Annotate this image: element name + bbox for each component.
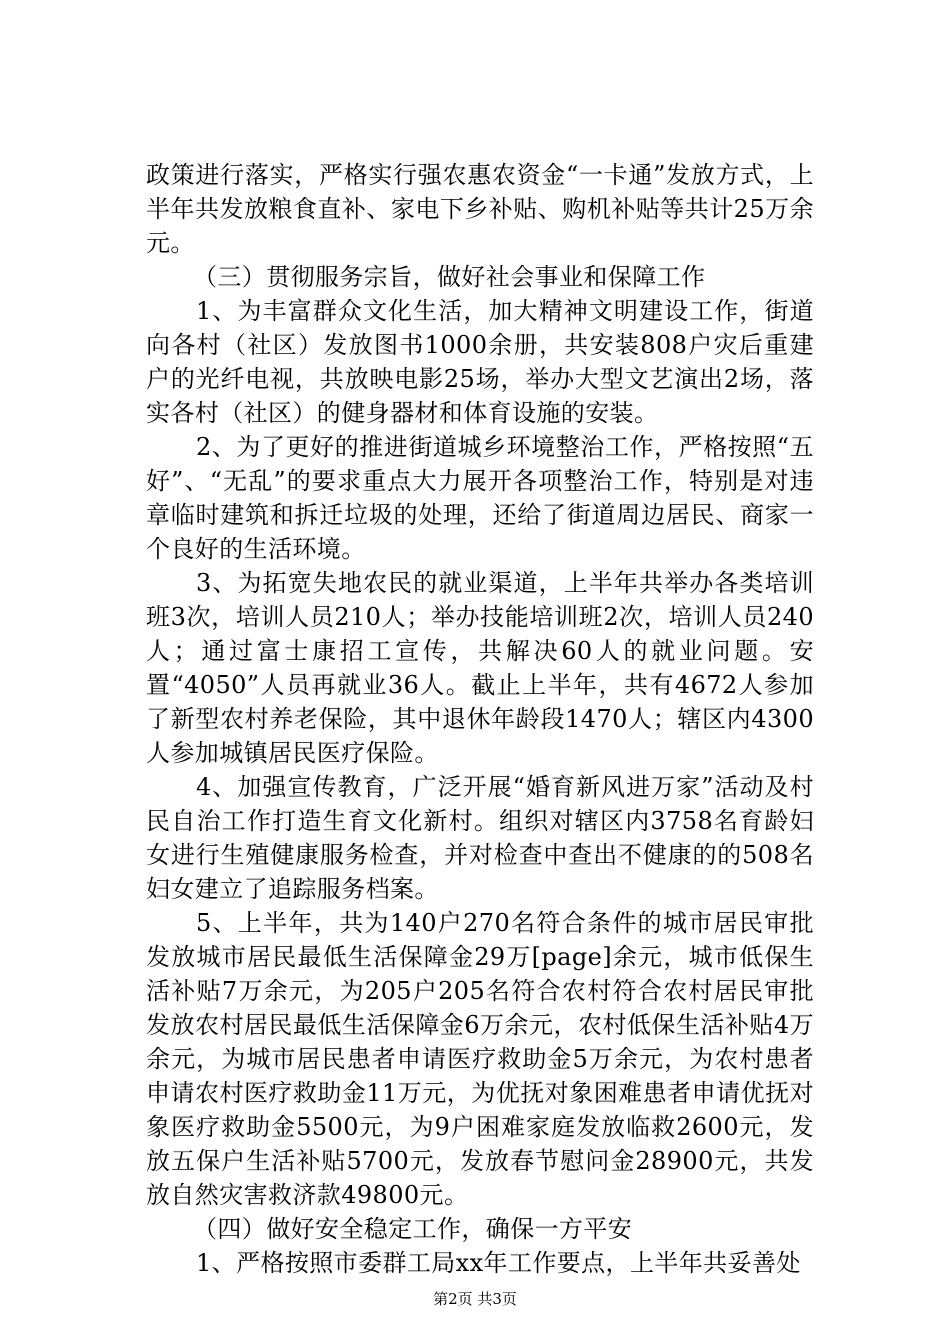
paragraph-item-5: 5、上半年，共为140户270名符合条件的城市居民审批发放城市居民最低生活保障金29万[page]余元，城市低保生活补贴7万余元，为205户205名符合农村符合农村居民审批发放农村居民最低生活保障金6万余元，农村低保生活补贴4万余元，为城市居民患者申请医疗救助金5万余元，为农村患者申请农村医疗救助金11万元，为优抚对象困难患者申请优抚对象医疗救助金5500元，为9户困难家庭发放临救2600元，发放五保户生活补贴5700元，发放春节慰问金28900元，共发放自然灾害救济款49800元。: [146, 909, 814, 1209]
paragraph-item-4: 4、加强宣传教育，广泛开展“婚育新风进万家”活动及村民自治工作打造生育文化新村。组织对辖区内3758名育龄妇女进行生殖健康服务检查，并对检查中查出不健康的的508名妇女建立了追踪服务档案。: [146, 773, 814, 903]
paragraph-item-2: 2、为了更好的推进街道城乡环境整治工作，严格按照“五好”、“无乱”的要求重点大力展开各项整治工作，特别是对违章临时建筑和拆迁垃圾的处理，还给了街道周边居民、商家一个良好的生活环境。: [146, 433, 814, 563]
section-heading-3: （三）贯彻服务宗旨，做好社会事业和保障工作: [193, 263, 706, 291]
paragraph-item-1: 1、为丰富群众文化生活，加大精神文明建设工作，街道向各村（社区）发放图书1000余册，共安装808户灾后重建户的光纤电视，共放映电影25场，举办大型文艺演出2场，落实各村（社区）的健身器材和体育设施的安装。: [146, 297, 814, 427]
page-footer: 第2页 共3页: [433, 1290, 517, 1308]
paragraph-item-1-section-4: 1、严格按照市委群工局xx年工作要点，上半年共妥善处: [196, 1249, 801, 1277]
document-body: [146, 158, 814, 1280]
section-heading-4: （四）做好安全稳定工作，确保一方平安: [193, 1215, 633, 1243]
paragraph-item-3: 3、为拓宽失地农民的就业渠道，上半年共举办各类培训班3次，培训人员210人；举办技能培训班2次，培训人员240人；通过富士康招工宣传，共解决60人的就业问题。安置“4050”人员再就业36人。截止上半年，共有4672人参加了新型农村养老保险，其中退休年龄段1470人；辖区内4300人参加城镇居民医疗保险。: [146, 569, 814, 767]
paragraph-continuation: 政策进行落实，严格实行强农惠农资金“一卡通”发放方式，上半年共发放粮食直补、家电下乡补贴、购机补贴等共计25万余元。: [146, 161, 814, 257]
